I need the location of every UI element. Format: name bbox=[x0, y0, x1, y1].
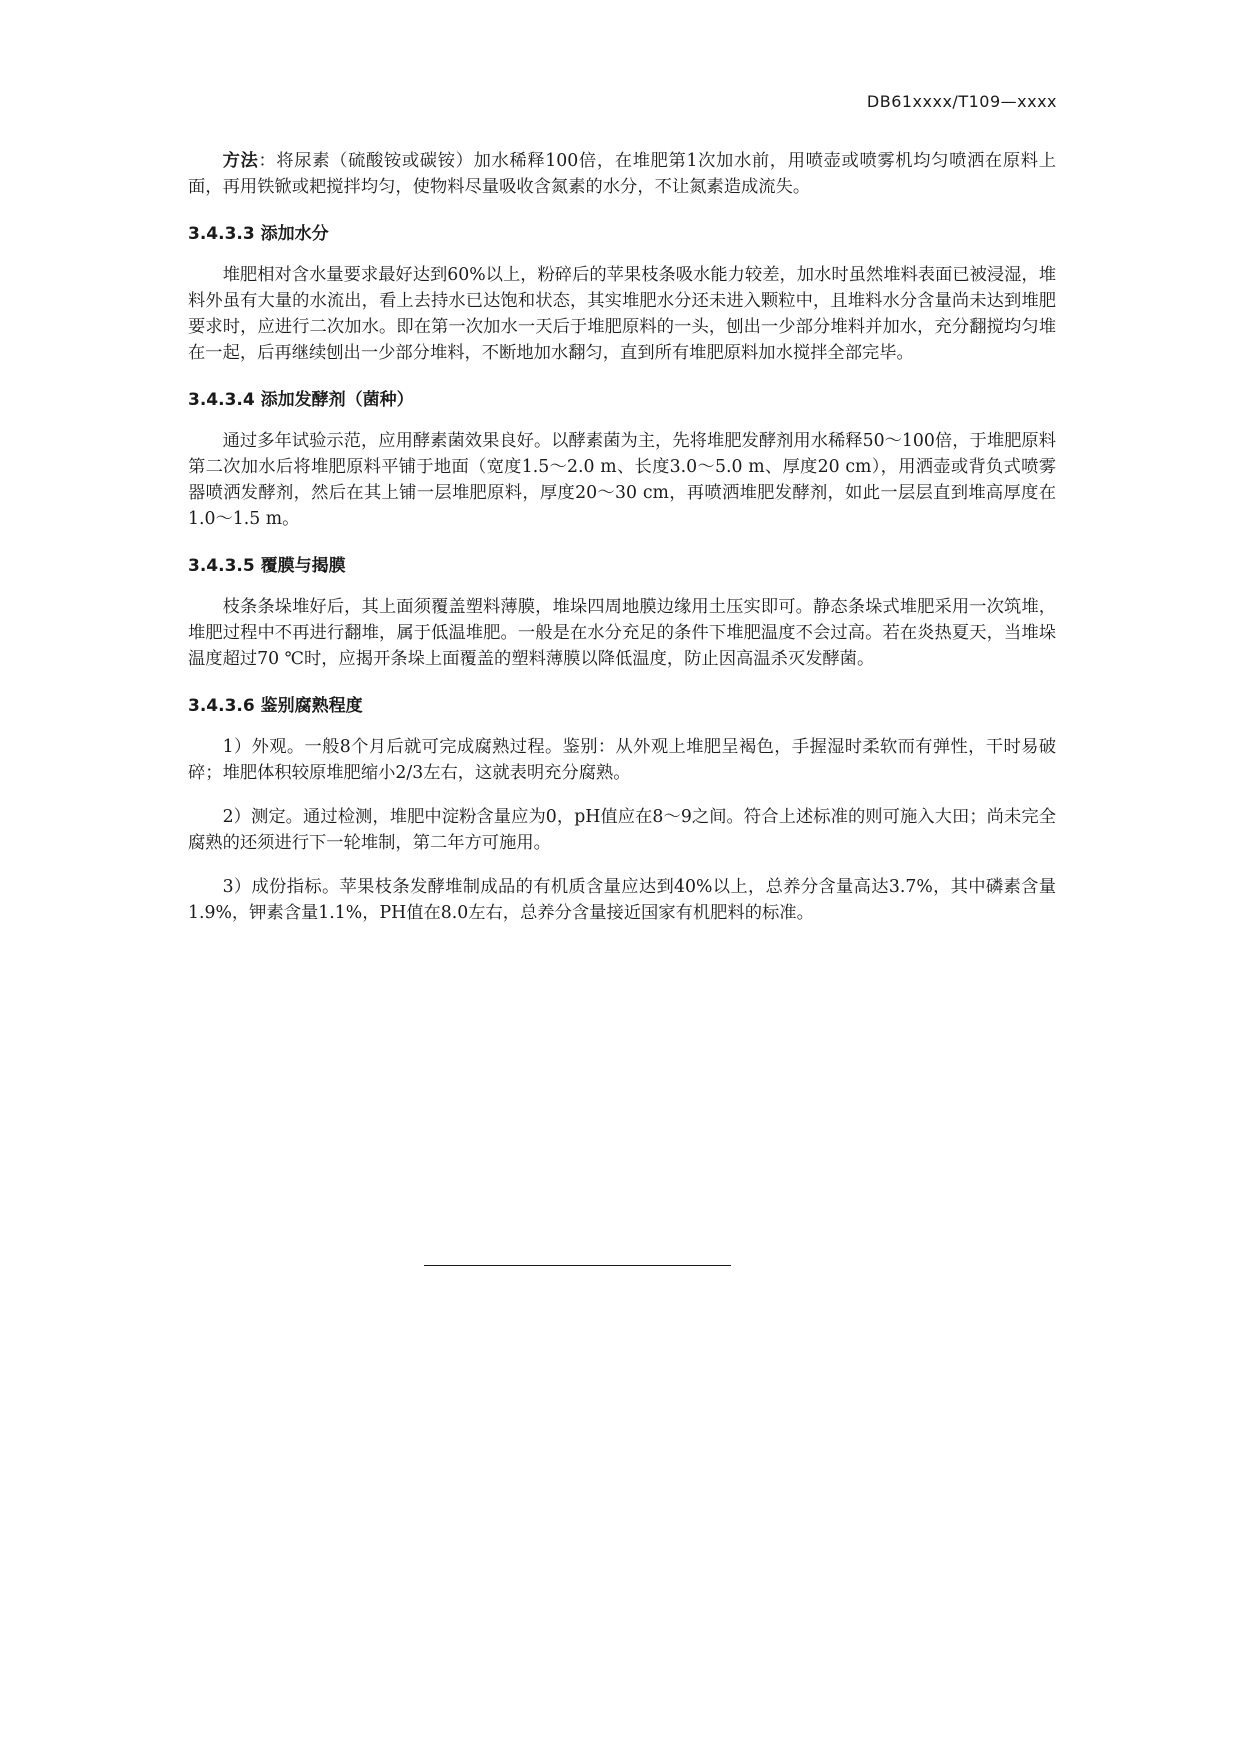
section-3-4-3-4-paragraph: 通过多年试验示范，应用酵素菌效果良好。以酵素菌为主，先将堆肥发酵剂用水稀释50～100倍，于堆肥原料第二次加水后将堆肥原料平铺于地面（宽度1.5～2.0 m、长度3.0～5.0 m、厚度20 cm），用洒壶或背负式喷雾器喷洒发酵剂，然后在其上铺一层堆肥原料，厚度20～30 cm，再喷洒堆肥发酵剂，如此一层层直到堆高厚度在1.0～1.5 m。 bbox=[188, 431, 1056, 529]
section-heading-3-4-3-3: 3.4.3.3 添加水分 bbox=[188, 224, 329, 244]
method-lead: 方法 bbox=[222, 151, 259, 171]
section-heading-3-4-3-4: 3.4.3.4 添加发酵剂（菌种） bbox=[188, 390, 414, 410]
document-code-header: DB61xxxx/T109—xxxx bbox=[866, 92, 1057, 111]
section-3-4-3-5-paragraph: 枝条条垛堆好后，其上面须覆盖塑料薄膜，堆垛四周地膜边缘用土压实即可。静态条垛式堆肥采用一次筑堆，堆肥过程中不再进行翻堆，属于低温堆肥。一般是在水分充足的条件下堆肥温度不会过高。若在炎热夏天，当堆垛温度超过70 ℃时，应揭开条垛上面覆盖的塑料薄膜以降低温度，防止因高温杀灭发酵菌。 bbox=[188, 597, 1056, 669]
section-3-4-3-3-paragraph: 堆肥相对含水量要求最好达到60%以上，粉碎后的苹果枝条吸水能力较差，加水时虽然堆料表面已被浸湿，堆料外虽有大量的水流出，看上去持水已达饱和状态，其实堆肥水分还未进入颗粒中，且堆料水分含量尚未达到堆肥要求时，应进行二次加水。即在第一次加水一天后于堆肥原料的一头，刨出一少部分堆料并加水，充分翻搅均匀堆在一起，后再继续刨出一少部分堆料，不断地加水翻匀，直到所有堆肥原料加水搅拌全部完毕。 bbox=[188, 265, 1056, 363]
section-heading-3-4-3-6: 3.4.3.6 鉴别腐熟程度 bbox=[188, 696, 363, 716]
method-paragraph bbox=[188, 148, 1056, 200]
end-of-document-rule bbox=[424, 1265, 731, 1266]
document-body bbox=[188, 148, 1056, 944]
method-text: ：将尿素（硫酸铵或碳铵）加水稀释100倍，在堆肥第1次加水前，用喷壶或喷雾机均匀喷洒在原料上面，再用铁锨或耙搅拌均匀，使物料尽量吸收含氮素的水分，不让氮素造成流失。 bbox=[188, 151, 1056, 197]
maturity-appearance-paragraph: 1）外观。一般8个月后就可完成腐熟过程。鉴别：从外观上堆肥呈褐色，手握湿时柔软而有弹性，干时易破碎；堆肥体积较原堆肥缩小2/3左右，这就表明充分腐熟。 bbox=[188, 737, 1056, 783]
section-heading-3-4-3-5: 3.4.3.5 覆膜与揭膜 bbox=[188, 556, 346, 576]
maturity-composition-paragraph: 3）成份指标。苹果枝条发酵堆制成品的有机质含量应达到40%以上，总养分含量高达3.7%，其中磷素含量1.9%，钾素含量1.1%，PH值在8.0左右，总养分含量接近国家有机肥料的标准。 bbox=[188, 877, 1056, 923]
maturity-measurement-paragraph: 2）测定。通过检测，堆肥中淀粉含量应为0，pH值应在8～9之间。符合上述标准的则可施入大田；尚未完全腐熟的还须进行下一轮堆制，第二年方可施用。 bbox=[188, 807, 1056, 853]
